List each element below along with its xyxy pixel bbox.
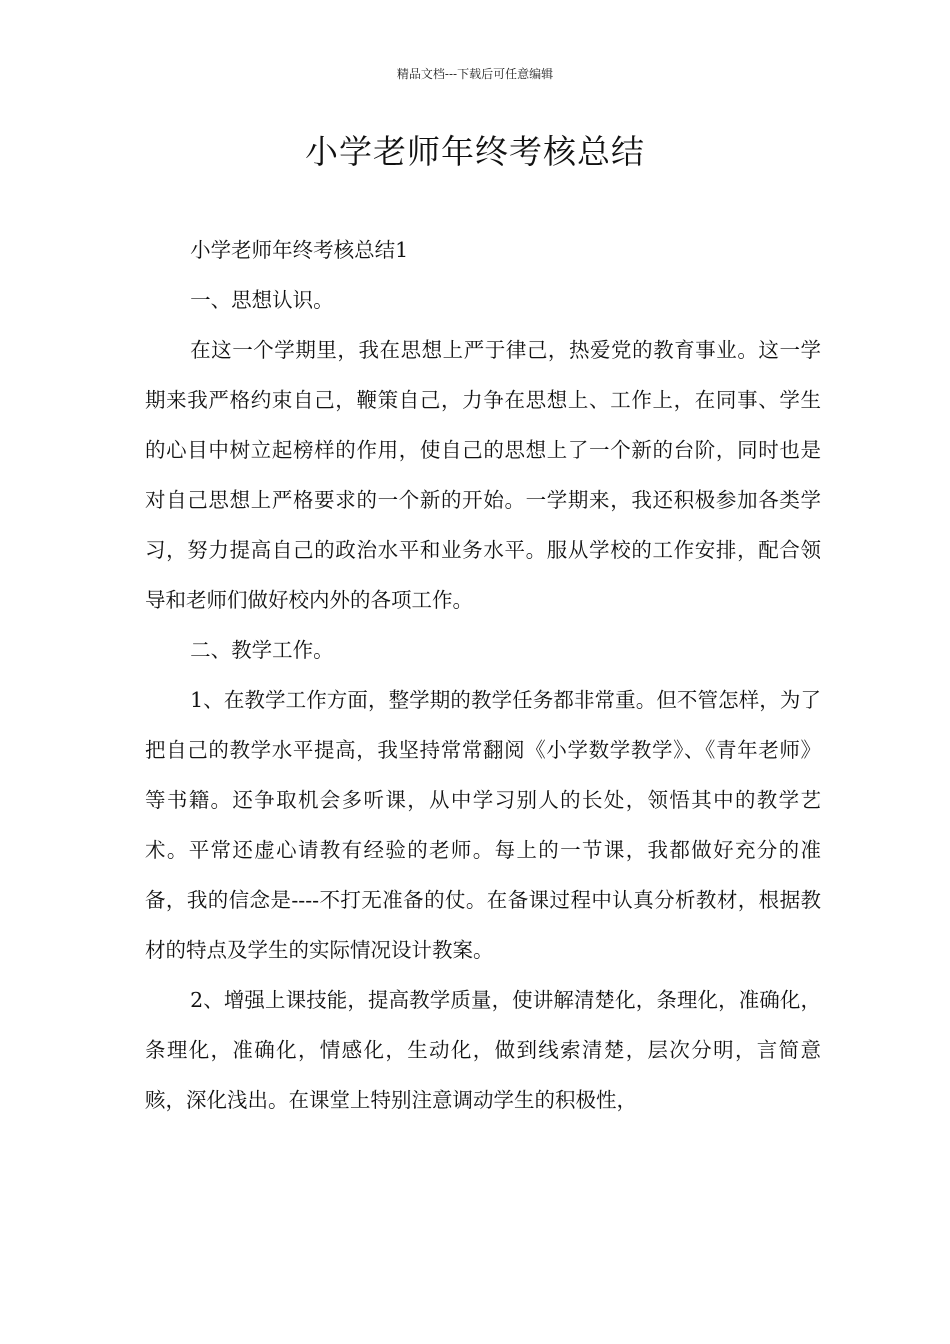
- section-heading: 一、思想认识。: [190, 288, 334, 312]
- body-paragraph: 1、在教学工作方面，整学期的教学任务都非常重。但不管怎样，为了把自己的教学水平提高，我坚持常常翻阅《小学数学教学》、《青年老师》等书籍。还争取机会多听课，从中学习别人的长处，领悟其中的教学艺术。平常还虚心请教有经验的老师。每上的一节课，我都做好充分的准备，我的信念是----不打无准备的仗。在备课过程中认真分析教材，根据教材的特点及学生的实际情况设计教案。: [145, 688, 821, 962]
- body-paragraph: 在这一个学期里，我在思想上严于律己，热爱党的教育事业。这一学期来我严格约束自己，鞭策自己，力争在思想上、工作上，在同事、学生的心目中树立起榜样的作用，使自己的思想上了一个新的台阶，同时也是对自己思想上严格要求的一个新的开始。一学期来，我还积极参加各类学习，努力提高自己的政治水平和业务水平。服从学校的工作安排，配合领导和老师们做好校内外的各项工作。: [145, 338, 821, 612]
- document-title: 小学老师年终考核总结: [305, 132, 645, 171]
- section-heading: 小学老师年终考核总结1: [190, 238, 409, 262]
- section-heading: 二、教学工作。: [190, 638, 334, 662]
- header-note: 精品文档---下载后可任意编辑: [396, 67, 554, 81]
- body-paragraph: 2、增强上课技能，提高教学质量，使讲解清楚化，条理化，准确化，条理化，准确化，情感化，生动化，做到线索清楚，层次分明，言简意赅，深化浅出。在课堂上特别注意调动学生的积极性，: [145, 988, 821, 1112]
- document-body: [145, 225, 821, 1125]
